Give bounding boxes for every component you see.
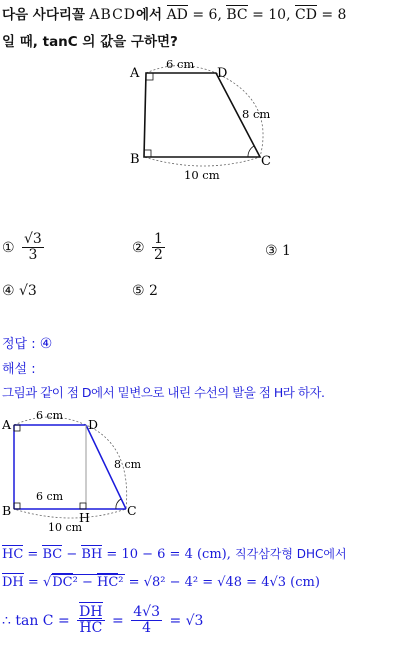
choice-3-value: 1 <box>282 243 291 259</box>
solution-eq-1: HC = BC − BH = 10 − 6 = 4 (cm), 직각삼각형 DHC에서 <box>2 547 347 562</box>
label-b: B <box>130 152 140 167</box>
question-line-1 <box>2 3 398 23</box>
label-bottom-length: 10 cm <box>184 168 220 182</box>
eq2-hc: HC <box>96 575 119 590</box>
label-d: D <box>217 66 228 81</box>
choice-4-value: √3 <box>19 283 37 299</box>
choice-1-fraction <box>22 232 44 264</box>
choice-1[interactable] <box>2 232 47 264</box>
eq3-den2: 4 <box>142 620 152 637</box>
eq3-equals: = <box>112 612 124 629</box>
choice-2-mark: ② <box>132 239 145 256</box>
eq3-num2: 4√3 <box>133 604 160 620</box>
choice-2-fraction <box>152 232 165 264</box>
value-cd: = 8 <box>321 7 347 23</box>
answer-line <box>2 333 52 352</box>
label-bottom-length: 10 cm <box>48 521 83 533</box>
eq3-num: DH <box>79 604 103 620</box>
choice-2[interactable] <box>132 232 168 264</box>
eq3-result: = √3 <box>169 612 204 629</box>
eq1-bh: BH <box>81 547 103 562</box>
label-top-length: 6 cm <box>166 57 195 71</box>
angle-mark-c <box>248 146 254 157</box>
choice-5-value: 2 <box>149 283 158 299</box>
choice-4-mark: ④ <box>2 283 15 299</box>
trapezoid-figure <box>120 55 290 185</box>
label-c: C <box>127 503 137 518</box>
choice-5[interactable] <box>132 283 158 299</box>
answer-label: 정답 : <box>2 337 36 352</box>
solution-eq-3 <box>2 605 203 637</box>
right-angle-mark-b <box>14 503 20 509</box>
label-right-length: 8 cm <box>242 107 271 121</box>
choice-2-numerator: 1 <box>154 231 163 247</box>
eq1-bc: BC <box>42 547 63 562</box>
question-line-2: 일 때, tanC 의 값을 구하면? <box>2 34 178 50</box>
eq2-sqrt: √DC² − HC² <box>42 575 124 590</box>
value-ad: = 6, <box>192 7 222 23</box>
label-a: A <box>130 66 140 81</box>
label-top-length: 6 cm <box>36 409 64 422</box>
label-d: D <box>88 417 99 432</box>
right-angle-mark-b <box>144 150 151 157</box>
choice-5-mark: ⑤ <box>132 283 145 299</box>
choice-2-denominator: 2 <box>154 247 163 264</box>
eq2-dh: DH <box>2 575 24 590</box>
solution-line-1: 그림과 같이 점 D에서 밑변으로 내린 수선의 발을 점 H라 하자. <box>2 385 325 400</box>
question-prefix: 다음 사다리꼴 <box>2 7 85 23</box>
right-angle-mark-h <box>80 503 86 509</box>
solution-figure <box>2 405 152 533</box>
label-right-length: 8 cm <box>114 458 142 471</box>
label-inner-length: 6 cm <box>36 490 64 503</box>
eq2-rest: = √8² − 4² = √48 = 4√3 (cm) <box>128 575 320 590</box>
label-b: B <box>2 503 12 518</box>
angle-mark-c <box>116 499 121 509</box>
eq3-fraction-1 <box>77 605 104 637</box>
choice-1-mark: ① <box>2 239 15 256</box>
eq1-hc: HC <box>2 547 24 562</box>
solution-label: 해설 : <box>2 362 36 377</box>
eq1-text: 직각삼각형 DHC에서 <box>235 547 347 561</box>
solution-eq-2: DH = √DC² − HC² = √8² − 4² = √48 = 4√3 (cm) <box>2 575 320 590</box>
label-h: H <box>79 510 90 525</box>
choice-1-denominator: 3 <box>28 247 38 264</box>
right-angle-mark-a <box>146 73 153 80</box>
choice-3[interactable] <box>265 243 291 259</box>
segment-bc: BC <box>226 7 248 23</box>
eq3-fraction-2 <box>131 605 162 637</box>
choice-1-numerator: √3 <box>24 231 42 247</box>
eq3-prefix: ∴ tan C = <box>2 612 70 629</box>
label-c: C <box>261 154 271 169</box>
dimension-arc-dashed <box>14 417 127 518</box>
eq2-dc: DC <box>52 575 73 590</box>
question-mid: 에서 <box>136 7 163 23</box>
segment-ad: AD <box>166 7 188 23</box>
quad-name: ABCD <box>89 7 137 23</box>
value-bc: = 10, <box>252 7 291 23</box>
answer-value: ④ <box>39 336 53 352</box>
right-angle-mark-a <box>14 425 20 431</box>
choice-4[interactable] <box>2 283 37 299</box>
eq1-rest: = 10 − 6 = 4 (cm), <box>106 547 231 562</box>
label-a: A <box>2 417 12 432</box>
segment-cd: CD <box>294 7 317 23</box>
choice-3-mark: ③ <box>265 243 278 259</box>
eq3-den: HC <box>79 620 103 637</box>
